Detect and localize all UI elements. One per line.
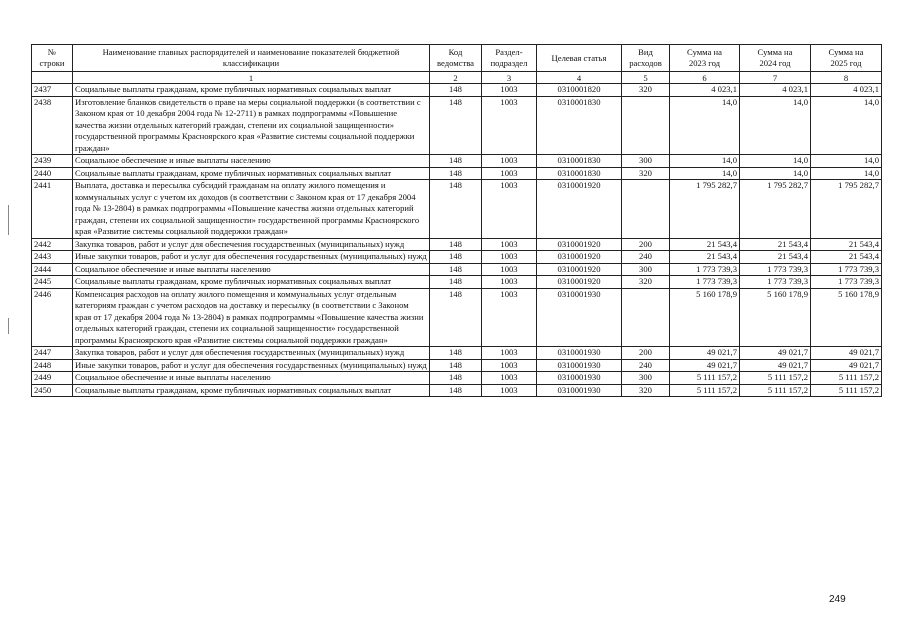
amount-2024-cell: 49 021,7 <box>740 359 811 372</box>
column-number: 4 <box>537 72 622 84</box>
section-cell: 1003 <box>482 180 537 239</box>
target-article-cell: 0310001920 <box>537 251 622 264</box>
amount-2025-cell: 49 021,7 <box>811 347 882 360</box>
name-cell: Социальное обеспечение и иные выплаты населению <box>73 155 430 168</box>
amount-2024-cell: 21 543,4 <box>740 238 811 251</box>
column-header: Вид расходов <box>622 45 670 72</box>
amount-2025-cell: 1 795 282,7 <box>811 180 882 239</box>
table-row <box>32 359 882 372</box>
section-cell: 1003 <box>482 167 537 180</box>
page-number: 249 <box>829 594 846 605</box>
department-code-cell: 148 <box>430 155 482 168</box>
section-cell: 1003 <box>482 359 537 372</box>
amount-2025-cell: 14,0 <box>811 155 882 168</box>
row-number-cell: 2440 <box>32 167 73 180</box>
target-article-cell: 0310001920 <box>537 276 622 289</box>
target-article-cell: 0310001820 <box>537 84 622 97</box>
row-number-cell: 2443 <box>32 251 73 264</box>
section-cell: 1003 <box>482 251 537 264</box>
amount-2023-cell: 21 543,4 <box>670 251 740 264</box>
amount-2025-cell: 5 160 178,9 <box>811 288 882 347</box>
table-row <box>32 276 882 289</box>
column-header: Сумма на 2025 год <box>811 45 882 72</box>
target-article-cell: 0310001830 <box>537 155 622 168</box>
expense-type-cell <box>622 288 670 347</box>
expense-type-cell: 320 <box>622 276 670 289</box>
table-row <box>32 84 882 97</box>
expense-type-cell: 200 <box>622 347 670 360</box>
amount-2023-cell: 5 160 178,9 <box>670 288 740 347</box>
table-row <box>32 347 882 360</box>
name-cell: Компенсация расходов на оплату жилого помещения и коммунальных услуг отдельным категориям граждан с учетом расходов на доставку и пересылку (в соответствии с Законом края от 17 декабря 2004 года № 13-2804) в рамках подпрограммы «Повышение качества жизни отдельных категорий граждан, степени их социальной защищенности» государственной программы Красноярского края «Развитие системы социальной поддержки граждан» <box>73 288 430 347</box>
name-cell: Социальное обеспечение и иные выплаты населению <box>73 263 430 276</box>
target-article-cell: 0310001930 <box>537 384 622 397</box>
column-header: № строки <box>32 45 73 72</box>
column-number: 6 <box>670 72 740 84</box>
target-article-cell: 0310001920 <box>537 263 622 276</box>
amount-2024-cell: 49 021,7 <box>740 347 811 360</box>
amount-2025-cell: 5 111 157,2 <box>811 372 882 385</box>
name-cell: Выплата, доставка и пересылка субсидий гражданам на оплату жилого помещения и коммунальных услуг с учетом их доходов (в соответствии с Законом края от 17 декабря 2004 года № 13-2804) в рамках подпрограммы «Повышение качества жизни отдельных категорий граждан, степени их социальной защищенности» государственной программы Красноярского края «Развитие системы социальной поддержки граждан» <box>73 180 430 239</box>
name-cell: Социальные выплаты гражданам, кроме публичных нормативных социальных выплат <box>73 384 430 397</box>
target-article-cell: 0310001930 <box>537 372 622 385</box>
column-number <box>32 72 73 84</box>
name-cell: Закупка товаров, работ и услуг для обеспечения государственных (муниципальных) нужд <box>73 238 430 251</box>
table-header <box>32 45 882 84</box>
amount-2024-cell: 14,0 <box>740 96 811 155</box>
amount-2023-cell: 5 111 157,2 <box>670 384 740 397</box>
amount-2024-cell: 1 773 739,3 <box>740 276 811 289</box>
section-cell: 1003 <box>482 384 537 397</box>
expense-type-cell: 240 <box>622 359 670 372</box>
target-article-cell: 0310001830 <box>537 167 622 180</box>
row-number-cell: 2439 <box>32 155 73 168</box>
row-number-cell: 2450 <box>32 384 73 397</box>
table-row <box>32 288 882 347</box>
expense-type-cell: 320 <box>622 167 670 180</box>
amount-2023-cell: 1 773 739,3 <box>670 263 740 276</box>
section-cell: 1003 <box>482 155 537 168</box>
column-number: 8 <box>811 72 882 84</box>
amount-2024-cell: 1 773 739,3 <box>740 263 811 276</box>
amount-2025-cell: 4 023,1 <box>811 84 882 97</box>
section-cell: 1003 <box>482 288 537 347</box>
amount-2024-cell: 4 023,1 <box>740 84 811 97</box>
target-article-cell: 0310001930 <box>537 288 622 347</box>
column-number: 7 <box>740 72 811 84</box>
table-row <box>32 167 882 180</box>
column-number: 2 <box>430 72 482 84</box>
column-header: Целевая статья <box>537 45 622 72</box>
amount-2024-cell: 14,0 <box>740 167 811 180</box>
column-header: Раздел- подраздел <box>482 45 537 72</box>
amount-2024-cell: 5 111 157,2 <box>740 384 811 397</box>
row-number-cell: 2448 <box>32 359 73 372</box>
amount-2024-cell: 5 160 178,9 <box>740 288 811 347</box>
section-cell: 1003 <box>482 263 537 276</box>
row-number-cell: 2449 <box>32 372 73 385</box>
amount-2023-cell: 1 795 282,7 <box>670 180 740 239</box>
row-number-cell: 2442 <box>32 238 73 251</box>
amount-2024-cell: 21 543,4 <box>740 251 811 264</box>
table-row <box>32 180 882 239</box>
amount-2024-cell: 14,0 <box>740 155 811 168</box>
amount-2023-cell: 14,0 <box>670 155 740 168</box>
amount-2025-cell: 49 021,7 <box>811 359 882 372</box>
section-cell: 1003 <box>482 84 537 97</box>
department-code-cell: 148 <box>430 359 482 372</box>
row-number-cell: 2445 <box>32 276 73 289</box>
table-row <box>32 96 882 155</box>
table-row <box>32 155 882 168</box>
department-code-cell: 148 <box>430 238 482 251</box>
expense-type-cell: 300 <box>622 263 670 276</box>
section-cell: 1003 <box>482 238 537 251</box>
column-number: 5 <box>622 72 670 84</box>
department-code-cell: 148 <box>430 180 482 239</box>
expense-type-cell <box>622 180 670 239</box>
name-cell: Иные закупки товаров, работ и услуг для обеспечения государственных (муниципальных) нужд <box>73 359 430 372</box>
target-article-cell: 0310001920 <box>537 238 622 251</box>
column-number: 3 <box>482 72 537 84</box>
department-code-cell: 148 <box>430 167 482 180</box>
amount-2025-cell: 21 543,4 <box>811 238 882 251</box>
amount-2024-cell: 5 111 157,2 <box>740 372 811 385</box>
amount-2025-cell: 1 773 739,3 <box>811 276 882 289</box>
table-row <box>32 372 882 385</box>
table-row <box>32 238 882 251</box>
department-code-cell: 148 <box>430 84 482 97</box>
section-cell: 1003 <box>482 347 537 360</box>
column-header: Наименование главных распорядителей и наименование показателей бюджетной классификации <box>73 45 430 72</box>
expense-type-cell: 300 <box>622 372 670 385</box>
budget-table <box>31 44 882 397</box>
expense-type-cell: 300 <box>622 155 670 168</box>
amount-2025-cell: 14,0 <box>811 167 882 180</box>
expense-type-cell: 200 <box>622 238 670 251</box>
amount-2024-cell: 1 795 282,7 <box>740 180 811 239</box>
name-cell: Социальные выплаты гражданам, кроме публичных нормативных социальных выплат <box>73 167 430 180</box>
amount-2023-cell: 14,0 <box>670 167 740 180</box>
scan-margin-mark <box>8 318 9 334</box>
name-cell: Социальные выплаты гражданам, кроме публичных нормативных социальных выплат <box>73 276 430 289</box>
table-row <box>32 384 882 397</box>
amount-2025-cell: 5 111 157,2 <box>811 384 882 397</box>
table-row <box>32 263 882 276</box>
name-cell: Закупка товаров, работ и услуг для обеспечения государственных (муниципальных) нужд <box>73 347 430 360</box>
column-number: 1 <box>73 72 430 84</box>
name-cell: Социальное обеспечение и иные выплаты населению <box>73 372 430 385</box>
section-cell: 1003 <box>482 372 537 385</box>
name-cell: Изготовление бланков свидетельств о праве на меры социальной поддержки (в соответствии с Законом края от 10 декабря 2004 года № 12-2711) в рамках подпрограммы «Повышение качества жизни отдельных категорий граждан, степени их социальной защищенности» государственной программы Красноярского края «Развитие системы социальной поддержки граждан» <box>73 96 430 155</box>
name-cell: Иные закупки товаров, работ и услуг для обеспечения государственных (муниципальных) нужд <box>73 251 430 264</box>
amount-2023-cell: 14,0 <box>670 96 740 155</box>
amount-2023-cell: 21 543,4 <box>670 238 740 251</box>
column-header: Сумма на 2023 год <box>670 45 740 72</box>
section-cell: 1003 <box>482 276 537 289</box>
target-article-cell: 0310001920 <box>537 180 622 239</box>
row-number-cell: 2444 <box>32 263 73 276</box>
expense-type-cell: 320 <box>622 384 670 397</box>
amount-2023-cell: 49 021,7 <box>670 359 740 372</box>
department-code-cell: 148 <box>430 263 482 276</box>
scan-margin-mark <box>8 205 9 235</box>
table-row <box>32 251 882 264</box>
target-article-cell: 0310001930 <box>537 359 622 372</box>
target-article-cell: 0310001930 <box>537 347 622 360</box>
department-code-cell: 148 <box>430 372 482 385</box>
target-article-cell: 0310001830 <box>537 96 622 155</box>
department-code-cell: 148 <box>430 384 482 397</box>
department-code-cell: 148 <box>430 347 482 360</box>
row-number-cell: 2446 <box>32 288 73 347</box>
name-cell: Социальные выплаты гражданам, кроме публичных нормативных социальных выплат <box>73 84 430 97</box>
row-number-cell: 2441 <box>32 180 73 239</box>
amount-2025-cell: 21 543,4 <box>811 251 882 264</box>
department-code-cell: 148 <box>430 96 482 155</box>
expense-type-cell: 320 <box>622 84 670 97</box>
row-number-cell: 2438 <box>32 96 73 155</box>
row-number-cell: 2447 <box>32 347 73 360</box>
column-header: Код ведомства <box>430 45 482 72</box>
amount-2023-cell: 4 023,1 <box>670 84 740 97</box>
amount-2023-cell: 5 111 157,2 <box>670 372 740 385</box>
expense-type-cell <box>622 96 670 155</box>
amount-2025-cell: 14,0 <box>811 96 882 155</box>
amount-2023-cell: 49 021,7 <box>670 347 740 360</box>
expense-type-cell: 240 <box>622 251 670 264</box>
column-header: Сумма на 2024 год <box>740 45 811 72</box>
section-cell: 1003 <box>482 96 537 155</box>
row-number-cell: 2437 <box>32 84 73 97</box>
department-code-cell: 148 <box>430 288 482 347</box>
amount-2025-cell: 1 773 739,3 <box>811 263 882 276</box>
department-code-cell: 148 <box>430 276 482 289</box>
amount-2023-cell: 1 773 739,3 <box>670 276 740 289</box>
department-code-cell: 148 <box>430 251 482 264</box>
table-body <box>32 84 882 397</box>
